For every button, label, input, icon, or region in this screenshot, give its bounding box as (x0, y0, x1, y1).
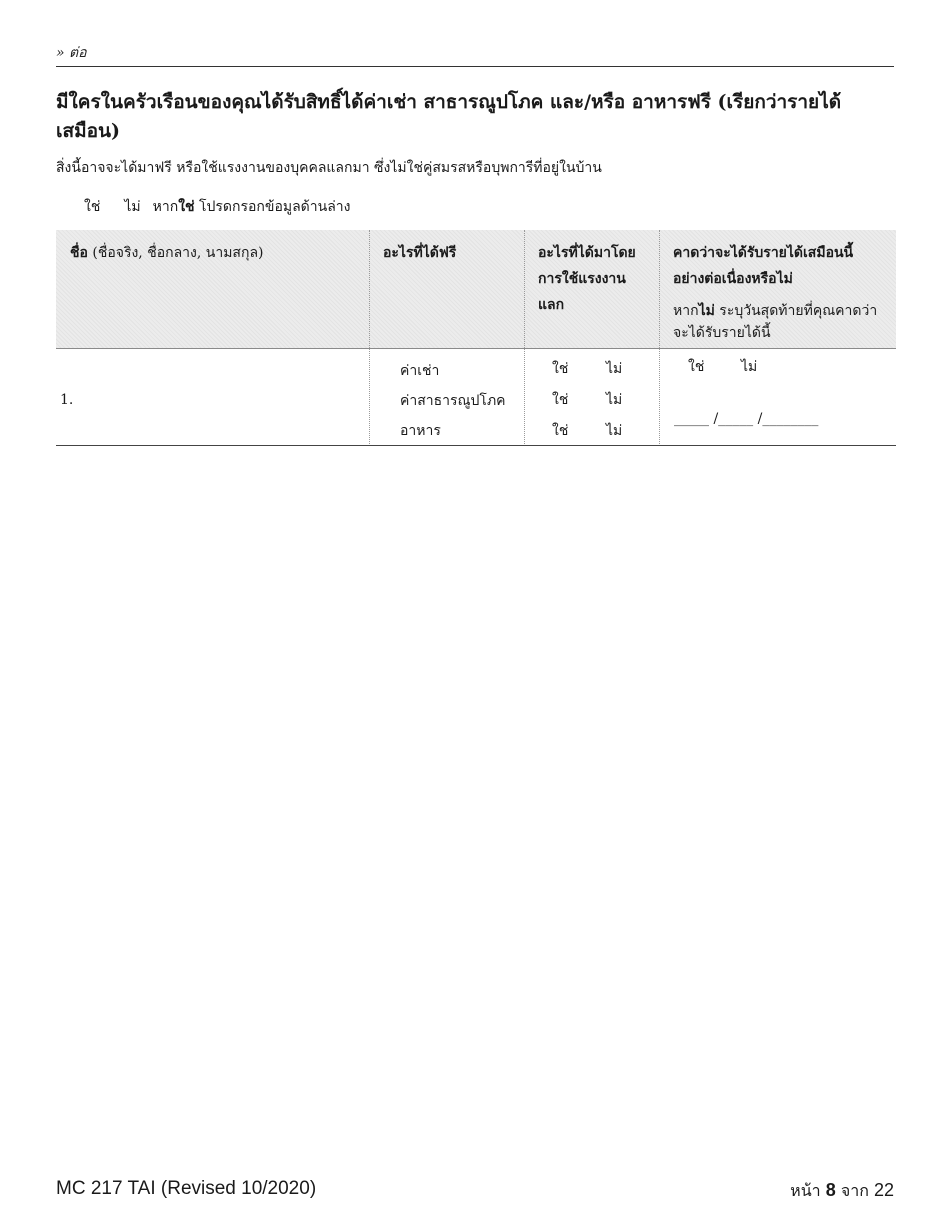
continue-yes[interactable]: ใช่ (688, 359, 705, 375)
question-subtitle: สิ่งนี้อาจจะได้มาฟรี หรือใช้แรงงานของบุคคลแลกมา ซึ่งไม่ใช่คู่สมรสหรือบุพการีที่อยู่ในบ้าน (56, 160, 602, 176)
column-divider (524, 230, 525, 446)
header-labor: อะไรที่ได้มาโดยการใช้แรงงานแลก (538, 245, 636, 313)
continue-no[interactable]: ไม่ (741, 359, 758, 375)
labor-food-yes[interactable]: ใช่ (552, 423, 569, 439)
item-rent: ค่าเช่า (400, 363, 440, 379)
labor-food-no[interactable]: ไม่ (606, 423, 623, 439)
labor-utilities-yes[interactable]: ใช่ (552, 392, 569, 408)
header-free: อะไรที่ได้ฟรี (383, 245, 457, 261)
answer-no-option[interactable]: ไม่ (124, 199, 141, 215)
answer-instruction: หากใช่ โปรดกรอกข้อมูลด้านล่าง (152, 199, 351, 215)
item-utilities: ค่าสาธารณูปโภค (400, 393, 506, 409)
header-continue-note: หากไม่ ระบุวันสุดท้ายที่คุณคาดว่าจะได้รับรายได้นี้ (673, 303, 878, 341)
form-id: MC 217 TAI (Revised 10/2020) (56, 1178, 317, 1199)
column-divider (369, 230, 370, 446)
table-bottom-rule (56, 445, 896, 446)
answer-yes-option[interactable]: ใช่ (84, 199, 101, 215)
quasi-income-table (56, 230, 896, 446)
answer-row (84, 196, 350, 218)
header-name: ชื่อ (ชื่อจริง, ชื่อกลาง, นามสกุล) (70, 245, 264, 261)
header-rule (56, 66, 894, 67)
row-number: 1. (60, 392, 74, 408)
column-divider (659, 230, 660, 446)
item-food: อาหาร (400, 423, 441, 439)
end-date-field[interactable]: _____ /_____ /________ (674, 411, 819, 427)
question-heading: มีใครในครัวเรือนของคุณได้รับสิทธิ์ได้ค่าเช่า สาธารณูปโภค และ/หรือ อาหารฟรี (เรียกว่ารายได้เสมือน) (56, 91, 842, 142)
labor-rent-yes[interactable]: ใช่ (552, 361, 569, 377)
header-continue: คาดว่าจะได้รับรายได้เสมือนนี้อย่างต่อเนื่องหรือไม่ หากไม่ ระบุวันสุดท้ายที่คุณคาดว่าจะได้รับรายได้นี้ (659, 230, 896, 348)
labor-rent-no[interactable]: ไม่ (606, 361, 623, 377)
labor-utilities-no[interactable]: ไม่ (606, 392, 623, 408)
page-number: หน้า 8 จาก 22 (790, 1180, 894, 1200)
continued-label: » ต่อ (56, 45, 87, 61)
